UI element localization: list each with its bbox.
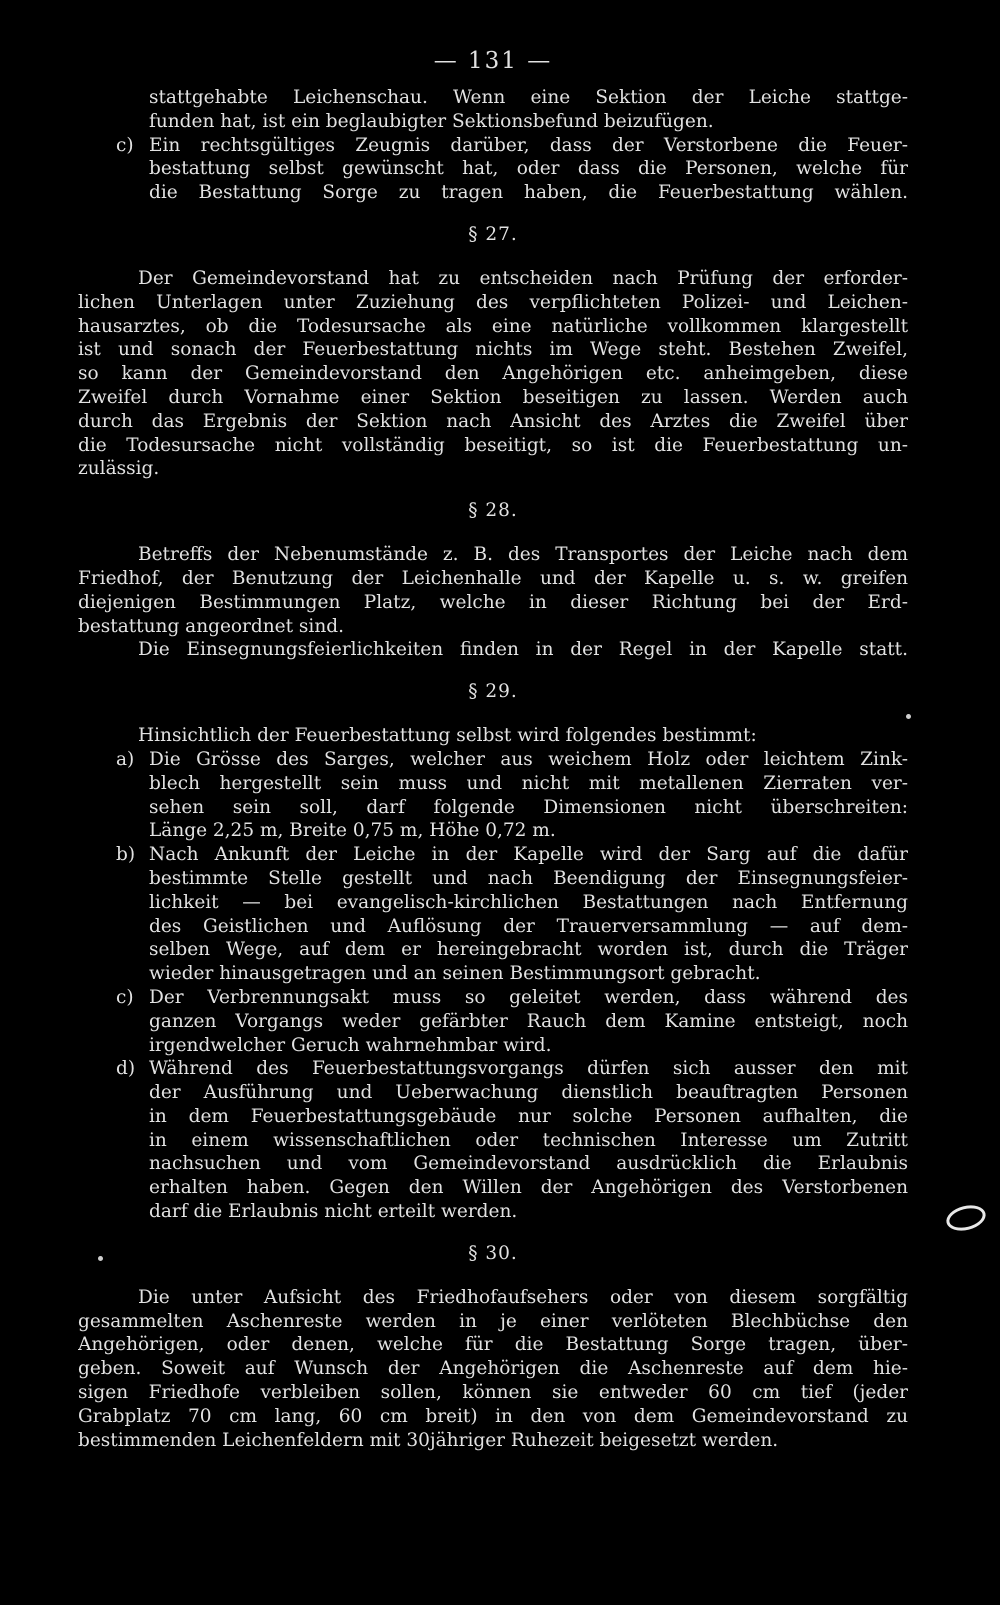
ink-speck <box>98 1256 103 1261</box>
text-line: der Ausführung und Ueberwachung dienstlich beauftragten Personen <box>149 1082 908 1104</box>
text-line: Grabplatz 70 cm lang, 60 cm breit) in den von dem Gemeindevorstand zu <box>78 1405 908 1427</box>
text-line: Hinsichtlich der Feuerbestattung selbst wird folgendes bestimmt: <box>138 725 757 747</box>
text-line: ist und sonach der Feuerbestattung nichts im Wege steht. Bestehen Zweifel, <box>78 339 908 361</box>
text-line: selben Wege, auf dem er hereingebracht worden ist, durch die Träger <box>149 939 908 961</box>
text-line: Die Einsegnungsfeierlichkeiten finden in der Regel in der Kapelle statt. <box>138 639 908 661</box>
text-line: lichen Unterlagen unter Zuziehung des verpflichteten Polizei- und Leichen- <box>78 291 908 313</box>
section-30-body <box>78 1286 908 1453</box>
page-number: — 131 — <box>433 48 553 74</box>
text-line: Der Gemeindevorstand hat zu entscheiden nach Prüfung der erforder- <box>138 267 908 289</box>
text-line: Zweifel durch Vornahme einer Sektion beseitigen zu lassen. Werden auch <box>78 386 908 408</box>
text-line: bestattung selbst gewünscht hat, oder dass die Personen, welche für <box>149 158 908 180</box>
margin-ring-mark <box>944 1202 989 1235</box>
text-line: bestattung angeordnet sind. <box>78 615 344 637</box>
text-line: die Todesursache nicht vollständig beseitigt, so ist die Feuerbestattung un- <box>78 434 908 456</box>
list-marker: a) <box>116 748 135 770</box>
text-line: Nach Ankunft der Leiche in der Kapelle wird der Sarg auf die dafür <box>149 844 908 866</box>
text-line: wieder hinausgetragen und an seinen Bestimmungsort gebracht. <box>149 963 761 985</box>
text-line: geben. Soweit auf Wunsch der Angehörigen die Aschenreste auf dem hie- <box>78 1358 908 1380</box>
section-28-heading: § 28. <box>468 500 518 522</box>
list-item-a <box>78 748 908 843</box>
text-line: zulässig. <box>78 458 160 480</box>
list-marker: b) <box>116 844 136 866</box>
text-line: Während des Feuerbestattungsvorgangs dürfen sich ausser den mit <box>149 1058 908 1080</box>
text-line: Die Grösse des Sarges, welcher aus weichem Holz oder leichtem Zink- <box>149 748 908 770</box>
text-line: Betreffs der Nebenumstände z. B. des Transportes der Leiche nach dem <box>138 544 908 566</box>
text-line: Friedhof, der Benutzung der Leichenhalle und der Kapelle u. s. w. greifen <box>78 567 908 589</box>
list-item-d <box>78 1057 908 1224</box>
section-29-body <box>78 724 908 1224</box>
document-page <box>78 48 908 1452</box>
text-line: gesammelten Aschenreste werden in je einer verlöteten Blechbüchse den <box>78 1310 908 1332</box>
list-marker: d) <box>116 1058 136 1080</box>
text-line: durch das Ergebnis der Sektion nach Ansicht des Arztes die Zweifel über <box>78 410 908 432</box>
text-line: Der Verbrennungsakt muss so geleitet werden, dass während des <box>149 986 908 1008</box>
section-26-continuation <box>78 86 908 205</box>
text-line: bestimmte Stelle gestellt und nach Beendigung der Einsegnungsfeier- <box>149 867 908 889</box>
text-line: bestimmenden Leichenfeldern mit 30jähriger Ruhezeit beigesetzt werden. <box>78 1429 779 1451</box>
text-line: sehen sein soll, darf folgende Dimensionen nicht überschreiten: <box>149 796 908 818</box>
text-line: Länge 2,25 m, Breite 0,75 m, Höhe 0,72 m. <box>149 820 556 842</box>
list-item-b <box>78 843 908 986</box>
text-line: so kann der Gemeindevorstand den Angehörigen etc. anheimgeben, diese <box>78 363 908 385</box>
text-line: blech hergestellt sein muss und nicht mit metallenen Zierraten ver- <box>149 772 908 794</box>
list-item-c <box>78 986 908 1057</box>
section-28-body <box>78 543 908 662</box>
text-line: des Geistlichen und Auflösung der Trauerversammlung — auf dem- <box>149 915 908 937</box>
text-line: die Bestattung Sorge zu tragen haben, die Feuerbestattung wählen. <box>149 182 908 204</box>
text-line: lichkeit — bei evangelisch-kirchlichen Bestattungen nach Entfernung <box>149 891 908 913</box>
text-line: diejenigen Bestimmungen Platz, welche in dieser Richtung bei der Erd- <box>78 591 908 613</box>
text-line: Die unter Aufsicht des Friedhofaufsehers oder von diesem sorgfältig <box>138 1286 908 1308</box>
section-27-heading: § 27. <box>468 223 518 245</box>
section-27-body <box>78 267 908 481</box>
list-marker: c) <box>116 134 134 156</box>
section-30-heading: § 30. <box>468 1242 518 1264</box>
text-line: in einem wissenschaftlichen oder technischen Interesse um Zutritt <box>149 1129 908 1151</box>
text-line: in dem Feuerbestattungsgebäude nur solche Personen aufhalten, die <box>149 1105 908 1127</box>
text-line: funden hat, ist ein beglaubigter Sektionsbefund beizufügen. <box>149 110 714 132</box>
text-line: darf die Erlaubnis nicht erteilt werden. <box>149 1201 518 1223</box>
text-line: erhalten haben. Gegen den Willen der Angehörigen des Verstorbenen <box>149 1177 908 1199</box>
text-line: ganzen Vorgangs weder gefärbter Rauch dem Kamine entsteigt, noch <box>149 1010 908 1032</box>
text-line: stattgehabte Leichenschau. Wenn eine Sektion der Leiche stattge- <box>149 87 908 108</box>
text-line: sigen Friedhofe verbleiben sollen, können sie entweder 60 cm tief (jeder <box>78 1382 908 1404</box>
ink-speck <box>906 714 911 719</box>
text-line: Angehörigen, oder denen, welche für die Bestattung Sorge tragen, über- <box>78 1334 908 1356</box>
text-line: nachsuchen und vom Gemeindevorstand ausdrücklich die Erlaubnis <box>149 1153 908 1175</box>
text-line: hausarztes, ob die Todesursache als eine natürliche vollkommen klargestellt <box>78 315 908 337</box>
list-item-c <box>78 134 908 158</box>
text-line: irgendwelcher Geruch wahrnehmbar wird. <box>149 1034 552 1056</box>
list-marker: c) <box>116 986 134 1008</box>
section-29-heading: § 29. <box>468 681 518 703</box>
text-line: Ein rechtsgültiges Zeugnis darüber, dass der Verstorbene die Feuer- <box>149 134 908 156</box>
